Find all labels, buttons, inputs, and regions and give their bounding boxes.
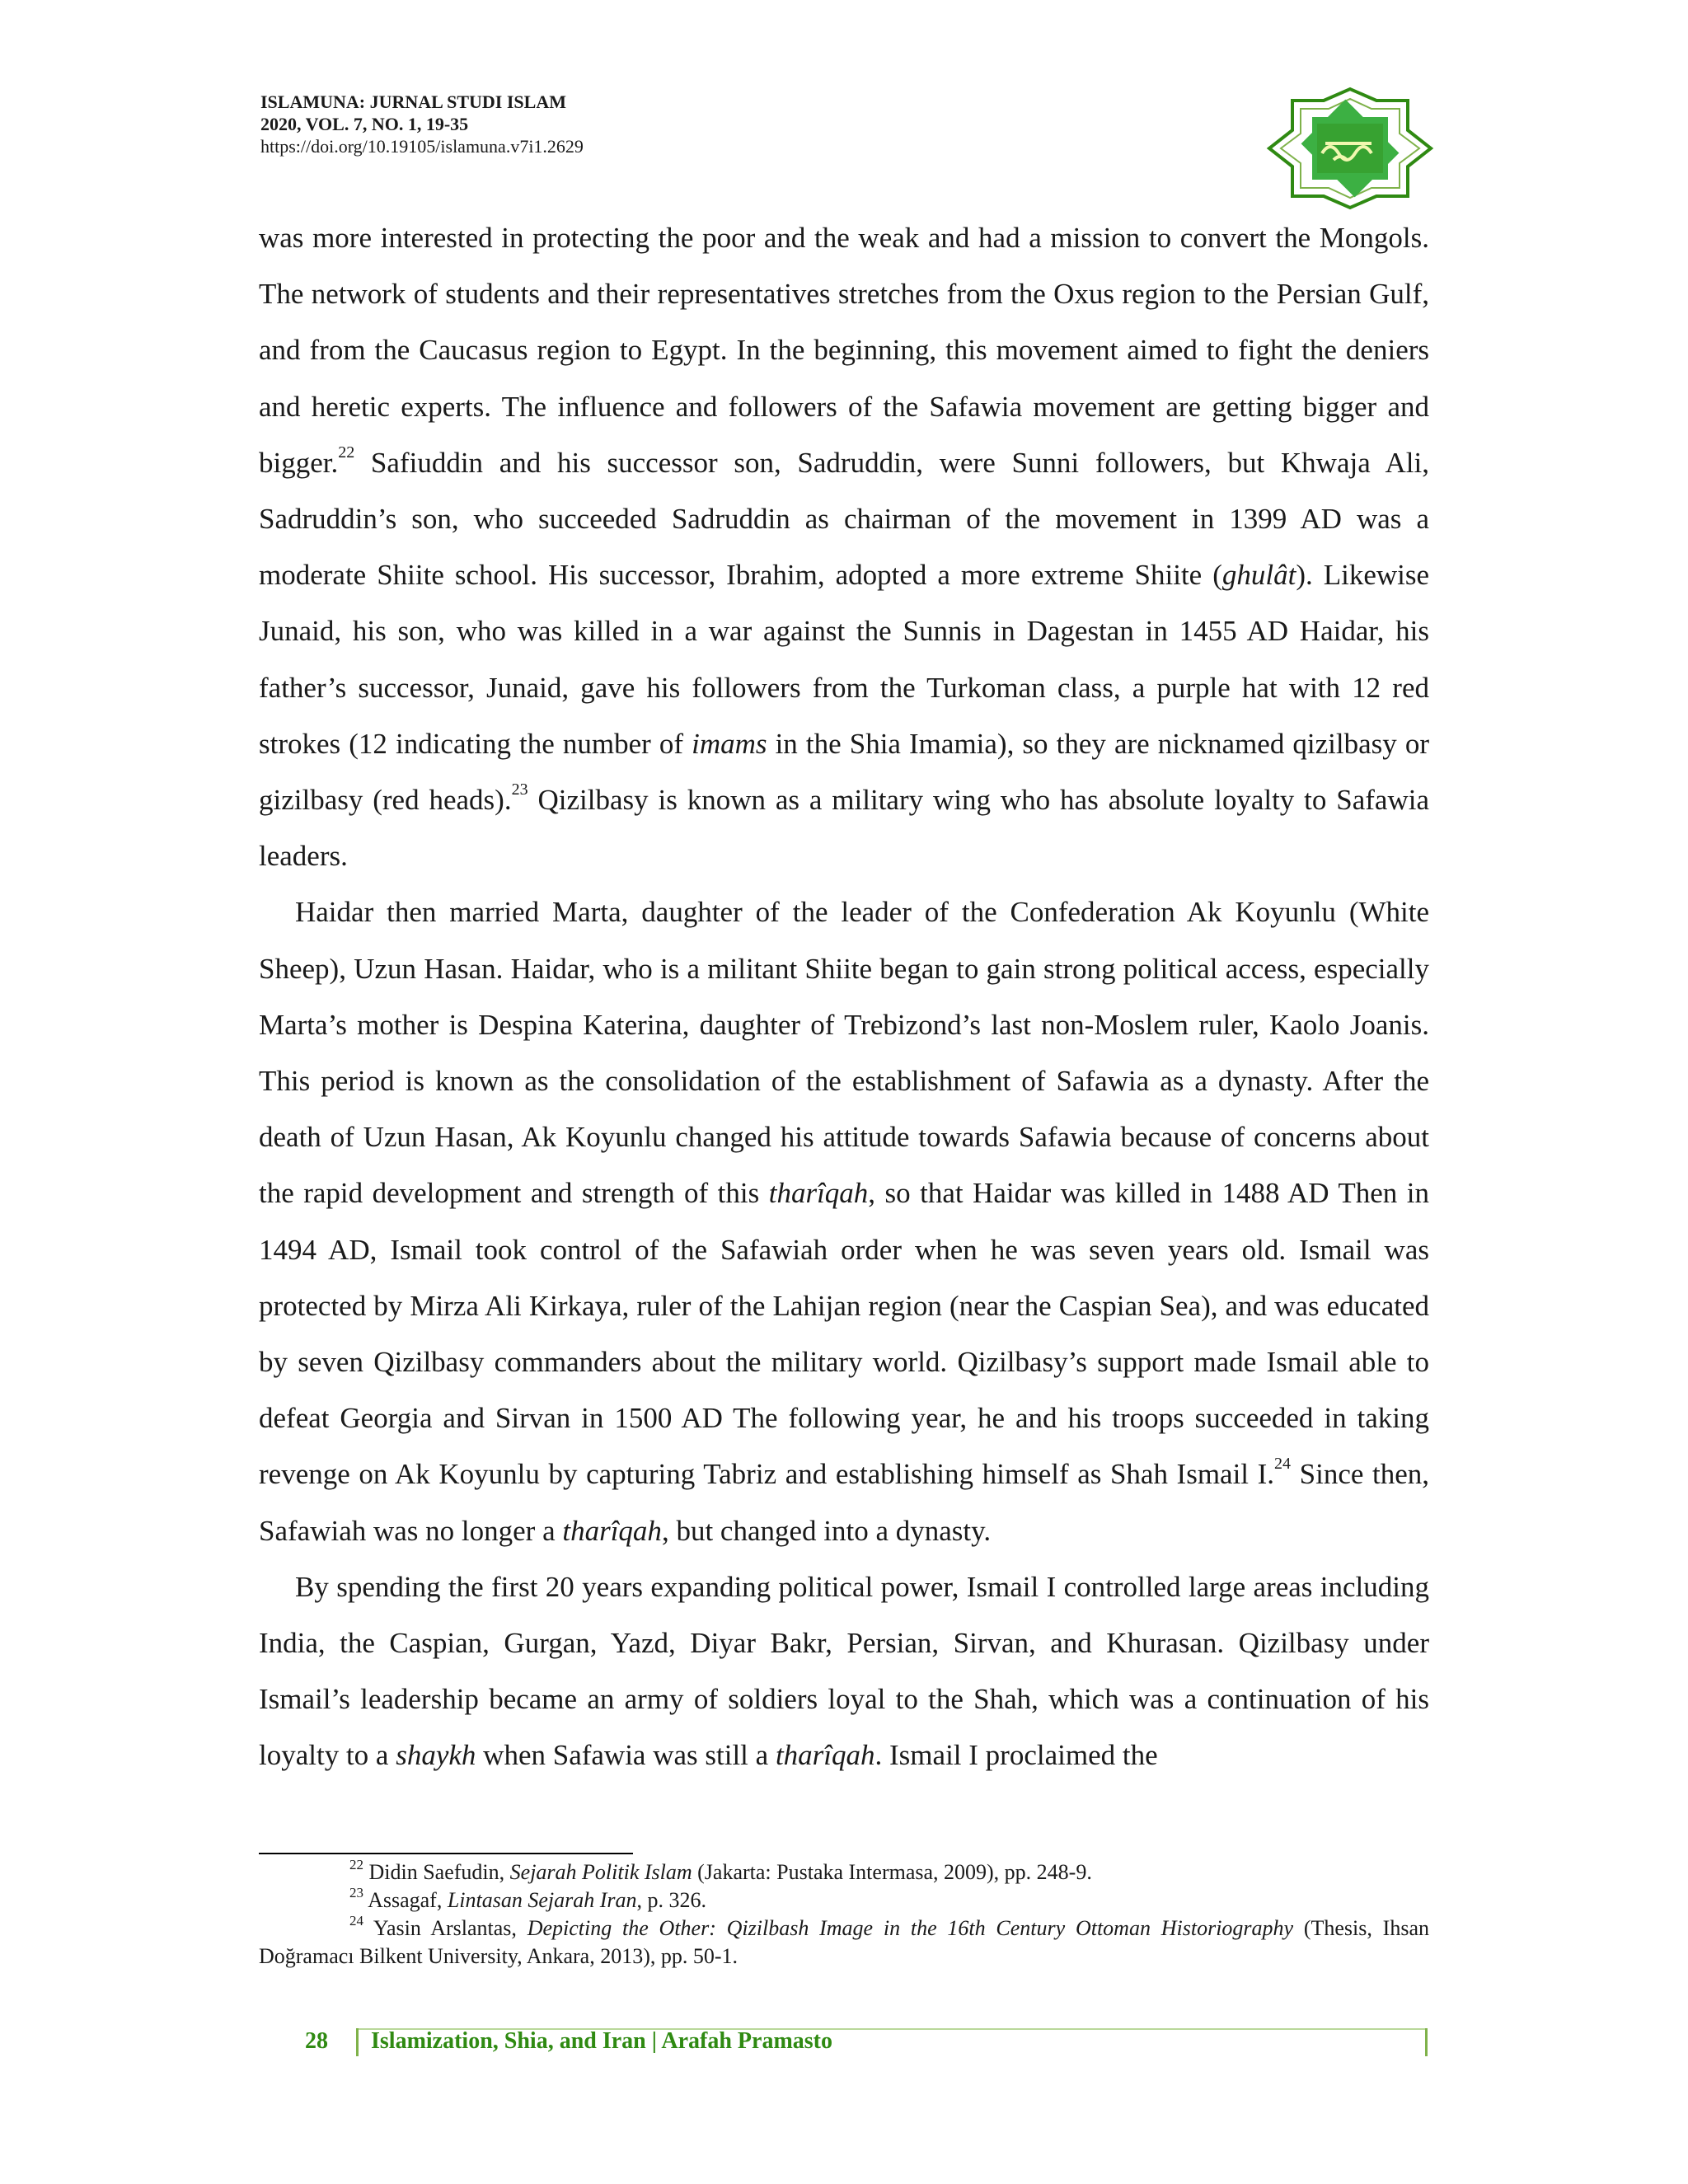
text-run: Haidar then married Marta, daughter of the leader of the Confederation Ak Koyunlu (White Sheep), Uzun Hasan. Haidar, who is a militant Shiite began to gain strong political access, especially Marta’s mother is Despina Katerina, daughter of Trebizond’s last non-Moslem ruler, Kaolo Joanis. This period is known as the consolidation of the establishment of Safawia as a dynasty. After the death of Uzun Hasan, Ak Koyunlu changed his attitude towards Safawia because of concerns about the rapid development and strength of this	[259, 896, 1429, 1210]
footnote-text: , p. 326.	[636, 1888, 707, 1912]
footnote-number: 22	[349, 1857, 363, 1873]
text-run: Safiuddin and his successor son, Sadruddin, were Sunni followers, but Khwaja Ali, Sadruddin’s son, who succeeded Sadruddin as chairman of the movement in 1399 AD was a moderate Shiite school. His successor, Ibrahim, adopted a more extreme Shiite (	[259, 446, 1429, 592]
footnote-book-title: Sejarah Politik Islam	[509, 1860, 692, 1884]
italic-term: imams	[692, 727, 767, 760]
italic-term: shaykh	[396, 1739, 476, 1772]
journal-doi-link[interactable]: https://doi.org/10.19105/islamuna.v7i1.2629	[260, 136, 584, 157]
italic-term: tharîqah	[768, 1177, 869, 1210]
paragraph-1	[259, 210, 1429, 884]
footnote-24	[259, 1915, 1429, 1971]
footnote-ref-24[interactable]: 24	[1274, 1455, 1292, 1474]
footnote-ref-23[interactable]: 23	[511, 780, 528, 799]
footnote-text: Assagaf,	[363, 1888, 448, 1912]
paragraph-3	[259, 1559, 1429, 1784]
journal-volume: 2020, VOL. 7, NO. 1, 19-35	[260, 114, 469, 134]
footer-divider	[356, 2028, 359, 2056]
text-run: , so that Haidar was killed in 1488 AD Then in 1494 AD, Ismail took control of the Safawiah order when he was seven years old. Ismail was protected by Mirza Ali Kirkaya, ruler of the Lahijan region (near the Caspian Sea), and was educated by seven Qizilbasy commanders about the military world. Qizilbasy’s support made Ismail able to defeat Georgia and Sirvan in 1500 AD The following year, he and his troops succeeded in taking revenge on Ak Koyunlu by capturing Tabriz and establishing himself as Shah Ismail I.	[259, 1177, 1429, 1491]
text-run: in the Shia Imamia), so they are nicknamed qizilbasy or gizilbasy (red heads).	[259, 727, 1429, 817]
text-run: . Ismail I proclaimed the	[874, 1739, 1158, 1772]
italic-term: ghulât	[1221, 559, 1296, 592]
journal-title: ISLAMUNA: JURNAL STUDI ISLAM	[260, 91, 566, 112]
page-number: 28	[305, 2028, 328, 2054]
article-body	[259, 210, 1429, 1784]
text-run: ). Likewise Junaid, his son, who was killed in a war against the Sunnis in Dagestan in 1455 AD Haidar, his father’s successor, Junaid, gave his followers from the Turkoman class, a purple hat with 12 red strokes (12 indicating the number of	[259, 559, 1430, 760]
text-run: was more interested in protecting the poor and the weak and had a mission to convert the Mongols. The network of students and their representatives stretches from the Oxus region to the Persian Gulf, and from the Caucasus region to Egypt. In the beginning, this movement aimed to fight the deniers and heretic experts. The influence and followers of the Safawia movement are getting bigger and bigger.	[259, 222, 1429, 479]
text-run: By spending the first 20 years expanding political power, Ismail I controlled large areas including India, the Caspian, Gurgan, Yazd, Diyar Bakr, Persian, Sirvan, and Khurasan. Qizilbasy under Ismail’s leadership became an army of soldiers loyal to the Shah, which was a continuation of his loyalty to a	[259, 1570, 1429, 1772]
footnote-ref-22[interactable]: 22	[338, 443, 355, 462]
footer-end-rule	[1425, 2028, 1428, 2056]
journal-header	[260, 91, 837, 157]
footnote-separator	[259, 1853, 633, 1854]
footnote-text: Yasin Arslantas,	[363, 1916, 528, 1940]
page-footer	[305, 2028, 1428, 2055]
journal-logo	[1265, 87, 1435, 210]
footnote-text: (Thesis, Ihsan Doğramacı Bilkent University, Ankara, 2013), pp. 50-1.	[259, 1916, 1429, 1968]
footnote-text: Didin Saefudin,	[363, 1860, 510, 1884]
footnote-23	[259, 1886, 1429, 1915]
footnote-22	[259, 1858, 1429, 1886]
text-run: when Safawia was still a	[476, 1739, 776, 1772]
text-run: , but changed into a dynasty.	[661, 1514, 992, 1547]
running-title: Islamization, Shia, and Iran | Arafah Pramasto	[371, 2028, 832, 2054]
text-run: Since then, Safawiah was no longer a	[259, 1458, 1429, 1547]
footnotes	[259, 1858, 1429, 1971]
text-run: Qizilbasy is known as a military wing who has absolute loyalty to Safawia leaders.	[259, 784, 1430, 873]
footnote-book-title: Lintasan Sejarah Iran	[447, 1888, 637, 1912]
footnote-number: 24	[349, 1913, 363, 1929]
footnote-number: 23	[349, 1885, 363, 1901]
italic-term: tharîqah	[562, 1514, 662, 1547]
paragraph-2	[259, 884, 1429, 1558]
footnote-book-title: Depicting the Other: Qizilbash Image in the 16th Century Ottoman Historiography	[527, 1916, 1294, 1940]
footnote-text: (Jakarta: Pustaka Intermasa, 2009), pp. 248-9.	[692, 1860, 1092, 1884]
italic-term: tharîqah	[775, 1739, 875, 1772]
